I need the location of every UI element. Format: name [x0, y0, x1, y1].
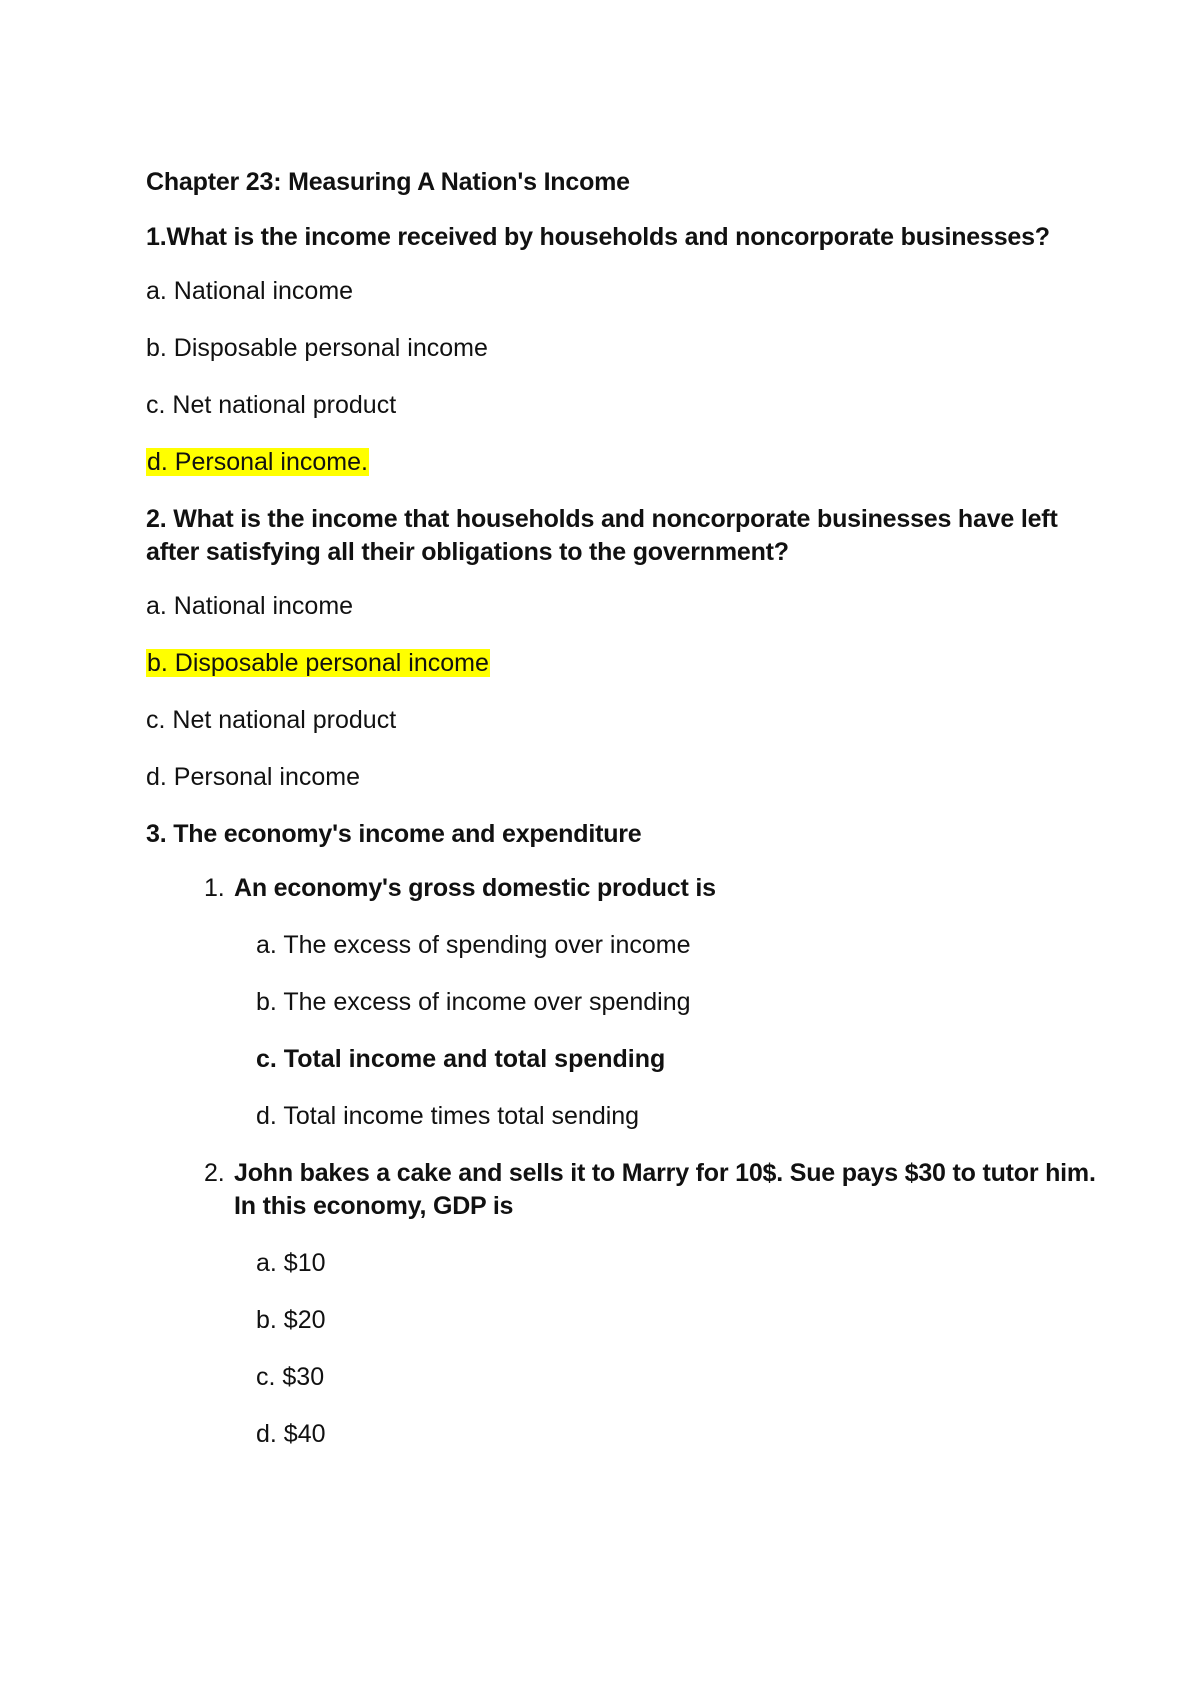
- q3-sub2-number: 2.: [204, 1159, 225, 1187]
- q2-option-c: c. Net national product: [146, 706, 397, 734]
- q1-option-b: b. Disposable personal income: [146, 334, 488, 362]
- q3-sub2-option-c: c. $30: [256, 1363, 325, 1391]
- q1-answer-highlight: d. Personal income.: [147, 448, 368, 476]
- q3-sub1-option-a: a. The excess of spending over income: [256, 931, 691, 959]
- q3-sub2-option-b: b. $20: [256, 1306, 326, 1334]
- q3-sub2-text: John bakes a cake and sells it to Marry for 10$. Sue pays $30 to tutor him. In this economy, GDP is: [234, 1159, 1096, 1220]
- q1-option-c: c. Net national product: [146, 391, 397, 419]
- q3-sub2-option-a: a. $10: [256, 1249, 326, 1277]
- q3-sub1-option-b: b. The excess of income over spending: [256, 988, 691, 1016]
- chapter-title: Chapter 23: Measuring A Nation's Income: [146, 168, 630, 196]
- q2-option-a: a. National income: [146, 592, 354, 620]
- q3-sub1-text: An economy's gross domestic product is: [234, 874, 716, 902]
- q3-subquestion-2: [204, 1157, 1106, 1223]
- q2-answer-highlight: b. Disposable personal income: [147, 649, 489, 677]
- q3-sub1-number: 1.: [204, 874, 225, 902]
- question-1: 1.What is the income received by households and noncorporate businesses?: [146, 223, 1050, 251]
- q3-sub1-option-c: c. Total income and total spending: [256, 1045, 666, 1073]
- document-content: [146, 166, 1106, 1475]
- q1-option-d: [146, 446, 1106, 479]
- q3-subquestion-1: [204, 872, 1106, 905]
- q2-option-d: d. Personal income: [146, 763, 361, 791]
- q1-option-a: a. National income: [146, 277, 354, 305]
- question-2: 2. What is the income that households and noncorporate businesses have left after satisfying all their obligations to the government?: [146, 505, 1058, 566]
- question-3-heading: 3. The economy's income and expenditure: [146, 820, 642, 848]
- q3-sub2-option-d: d. $40: [256, 1420, 326, 1448]
- q3-sub1-option-d: d. Total income times total sending: [256, 1102, 640, 1130]
- q2-option-b: [146, 647, 1106, 680]
